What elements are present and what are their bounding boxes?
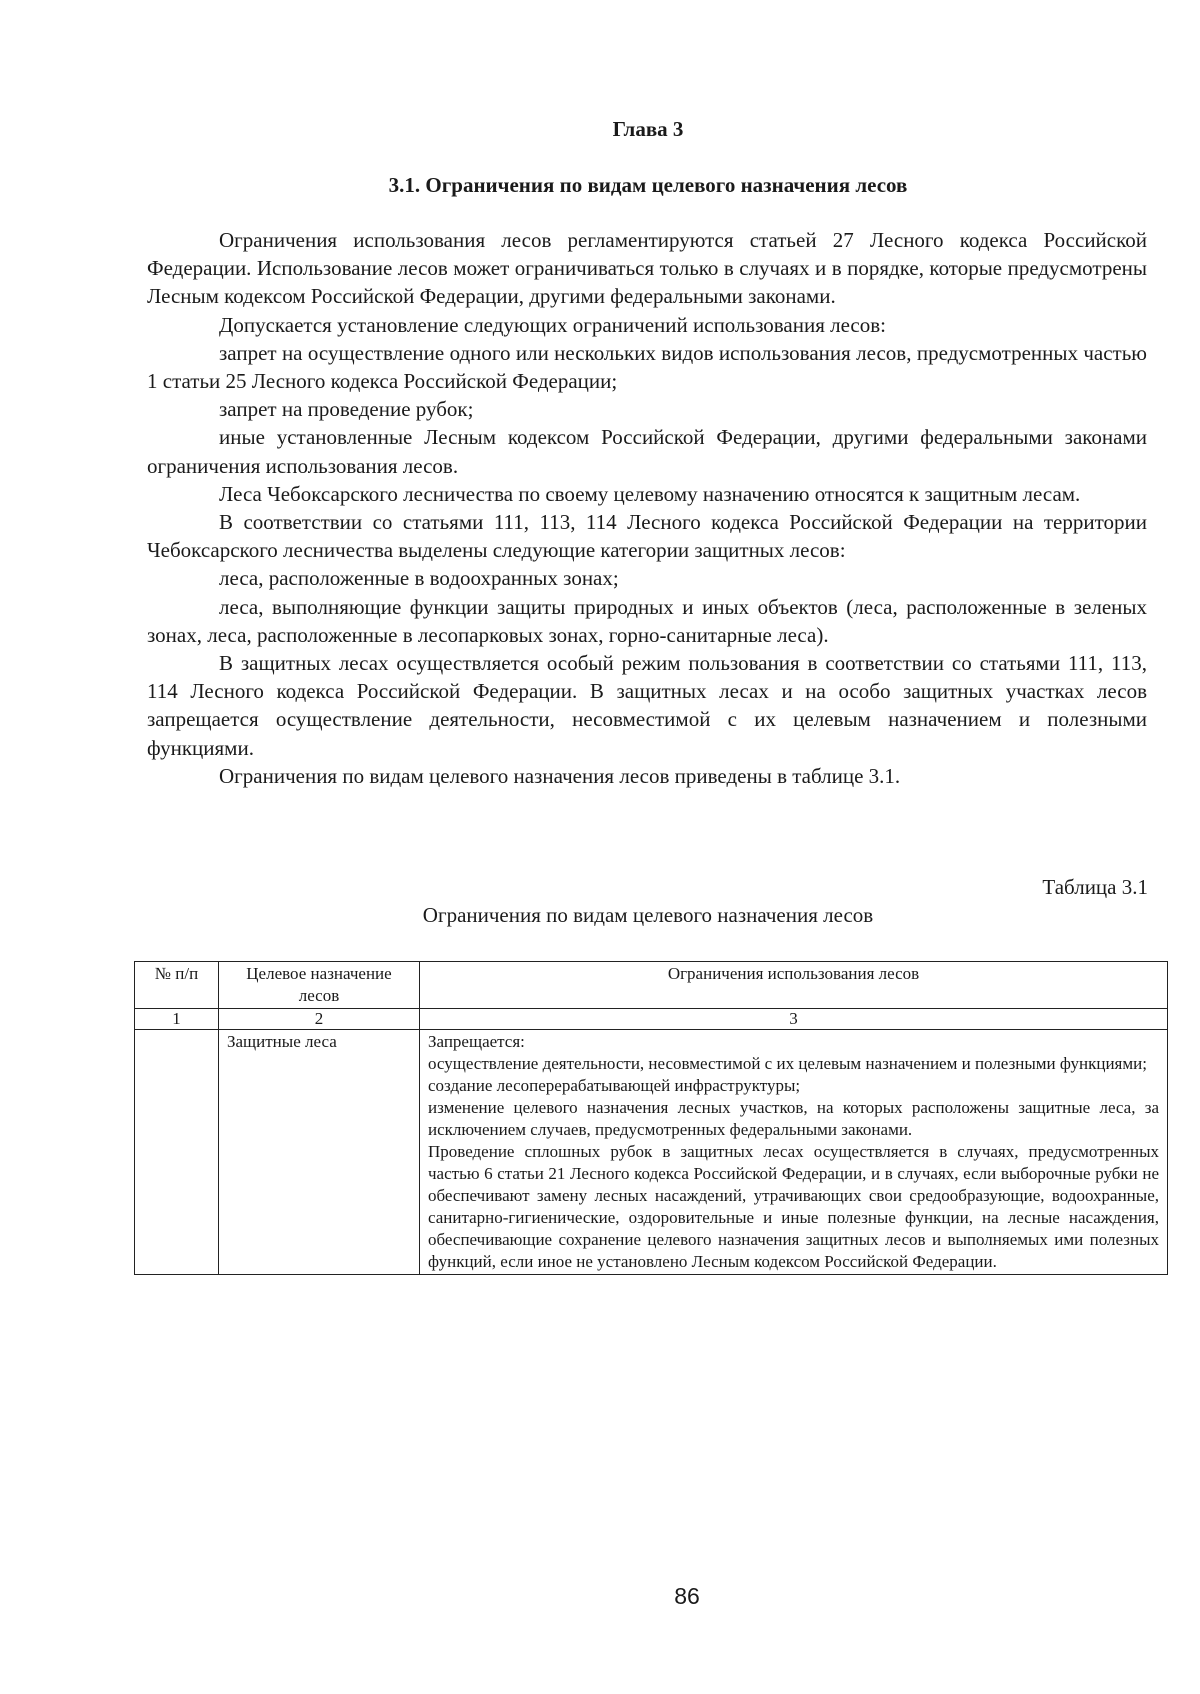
paragraph: Леса Чебоксарского лесничества по своему целевому назначению относятся к защитным лесам. xyxy=(219,481,1081,506)
header-cell-number: № п/п xyxy=(135,962,219,1009)
header-cell-purpose: Целевое назначение лесов xyxy=(219,962,420,1009)
header-cell-restrictions: Ограничения использования лесов xyxy=(420,962,1168,1009)
section-title: 3.1. Ограничения по видам целевого назначения лесов xyxy=(388,173,908,197)
restriction-line: осуществление деятельности, несовместимой с их целевым назначением и полезными функциями; xyxy=(428,1054,1147,1073)
column-number-cell: 3 xyxy=(420,1009,1168,1030)
table-row xyxy=(135,1030,1168,1275)
restriction-line: Проведение сплошных рубок в защитных лесах осуществляется в случаях, предусмотренных частью 6 статьи 21 Лесного кодекса Российской Федерации, и в случаях, если выборочные рубки не обеспечивают замену лесных насаждений, утрачивающих свои средообразующие, водоохранные, санитарно-гигиенические, оздоровительные и иные полезные функции, на лесные насаждения, обеспечивающие сохранение целевого назначения защитных лесов и выполняемых ими полезных функций, если иное не установлено Лесным кодексом Российской Федерации. xyxy=(428,1142,1159,1271)
paragraph: Ограничения использования лесов регламентируются статьей 27 Лесного кодекса Российской Федерации. Использование лесов может ограничиваться только в случаях и в порядке, которые предусмотрены Лесным кодексом Российской Федерации, другими федеральными законами. xyxy=(147,228,1147,309)
row-restrictions-cell xyxy=(420,1030,1168,1275)
paragraph: В защитных лесах осуществляется особый режим пользования в соответствии со статьями 111, 113, 114 Лесного кодекса Российской Федерации. В защитных лесах и на особо защитных участках лесов запрещается осуществление деятельности, несовместимой с их целевым назначением и полезными функциями. xyxy=(147,651,1147,760)
table-number-label: Таблица 3.1 xyxy=(1042,875,1148,899)
table-header-row xyxy=(135,962,1168,1009)
body-text xyxy=(147,226,1147,790)
page-number: 86 xyxy=(674,1583,700,1609)
paragraph: Ограничения по видам целевого назначения лесов приведены в таблице 3.1. xyxy=(219,763,901,788)
table-column-number-row xyxy=(135,1009,1168,1030)
chapter-title: Глава 3 xyxy=(612,117,684,141)
paragraph: запрет на проведение рубок; xyxy=(219,397,474,422)
row-purpose-cell: Защитные леса xyxy=(219,1030,420,1275)
restriction-line: создание лесоперерабатывающей инфраструктуры; xyxy=(428,1076,801,1095)
restriction-line: Запрещается: xyxy=(428,1032,525,1051)
paragraph: иные установленные Лесным кодексом Российской Федерации, другими федеральными законами ограничения использования лесов. xyxy=(147,425,1147,478)
restrictions-table xyxy=(134,961,1168,1275)
paragraph: леса, расположенные в водоохранных зонах; xyxy=(219,566,619,591)
paragraph: запрет на осуществление одного или нескольких видов использования лесов, предусмотренных частью 1 статьи 25 Лесного кодекса Российской Федерации; xyxy=(147,340,1147,394)
row-number-cell xyxy=(135,1030,219,1275)
table-caption: Ограничения по видам целевого назначения лесов xyxy=(422,903,874,927)
column-number-cell: 1 xyxy=(135,1009,219,1030)
paragraph: леса, выполняющие функции защиты природных и иных объектов (леса, расположенные в зеленых зонах, леса, расположенные в лесопарковых зонах, горно-санитарные леса). xyxy=(147,594,1147,647)
restriction-line: изменение целевого назначения лесных участков, на которых расположены защитные леса, за исключением случаев, предусмотренных федеральными законами. xyxy=(428,1098,1159,1139)
paragraph: Допускается установление следующих ограничений использования лесов: xyxy=(219,312,886,337)
paragraph: В соответствии со статьями 111, 113, 114 Лесного кодекса Российской Федерации на территории Чебоксарского лесничества выделены следующие категории защитных лесов: xyxy=(147,510,1147,563)
column-number-cell: 2 xyxy=(219,1009,420,1030)
